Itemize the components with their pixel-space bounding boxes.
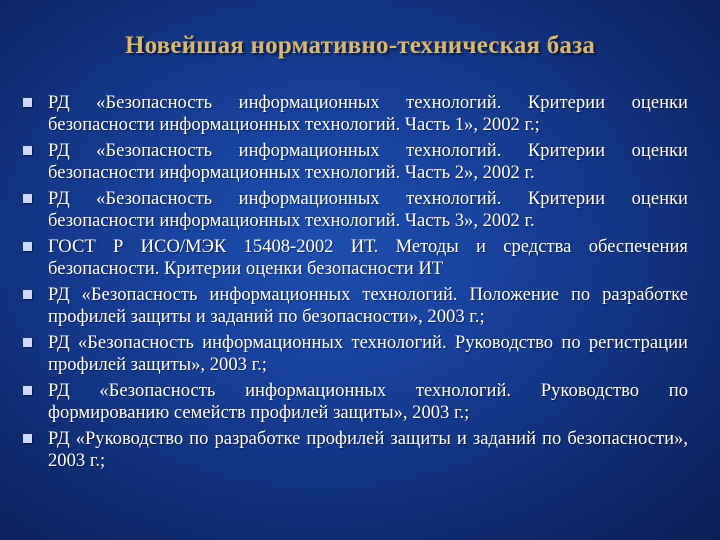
square-bullet-icon xyxy=(23,290,32,299)
bullet-list xyxy=(20,92,688,476)
square-bullet-icon xyxy=(23,98,32,107)
square-bullet-icon xyxy=(23,194,32,203)
list-item-text: РД «Безопасность информационных технологий. Руководство по регистрации профилей защиты», 2003 г.; xyxy=(48,332,688,376)
list-item xyxy=(20,428,688,473)
list-item-text: ГОСТ Р ИСО/МЭК 15408-2002 ИТ. Методы и средства обеспечения безопасности. Критерии оценки безопасности ИТ xyxy=(48,236,688,280)
list-item-text: РД «Руководство по разработке профилей защиты и заданий по безопасности», 2003 г.; xyxy=(48,428,688,472)
list-item-text: РД «Безопасность информационных технологий. Критерии оценки безопасности информационных технологий. Часть 1», 2002 г.; xyxy=(48,92,688,136)
list-item-text: РД «Безопасность информационных технологий. Положение по разработке профилей защиты и заданий по безопасности», 2003 г.; xyxy=(48,284,688,328)
list-item xyxy=(20,380,688,425)
square-bullet-icon xyxy=(23,338,32,347)
square-bullet-icon xyxy=(23,242,32,251)
list-item xyxy=(20,140,688,185)
list-item xyxy=(20,236,688,281)
square-bullet-icon xyxy=(23,146,32,155)
square-bullet-icon xyxy=(23,386,32,395)
list-item-text: РД «Безопасность информационных технологий. Критерии оценки безопасности информационных технологий. Часть 2», 2002 г. xyxy=(48,140,688,184)
slide-title: Новейшая нормативно-техническая база xyxy=(124,32,596,59)
list-item xyxy=(20,92,688,137)
list-item xyxy=(20,284,688,329)
list-item-text: РД «Безопасность информационных технологий. Руководство по формированию семейств профилей защиты», 2003 г.; xyxy=(48,380,688,424)
list-item xyxy=(20,188,688,233)
list-item-text: РД «Безопасность информационных технологий. Критерии оценки безопасности информационных технологий. Часть 3», 2002 г. xyxy=(48,188,688,232)
list-item xyxy=(20,332,688,377)
square-bullet-icon xyxy=(23,434,32,443)
